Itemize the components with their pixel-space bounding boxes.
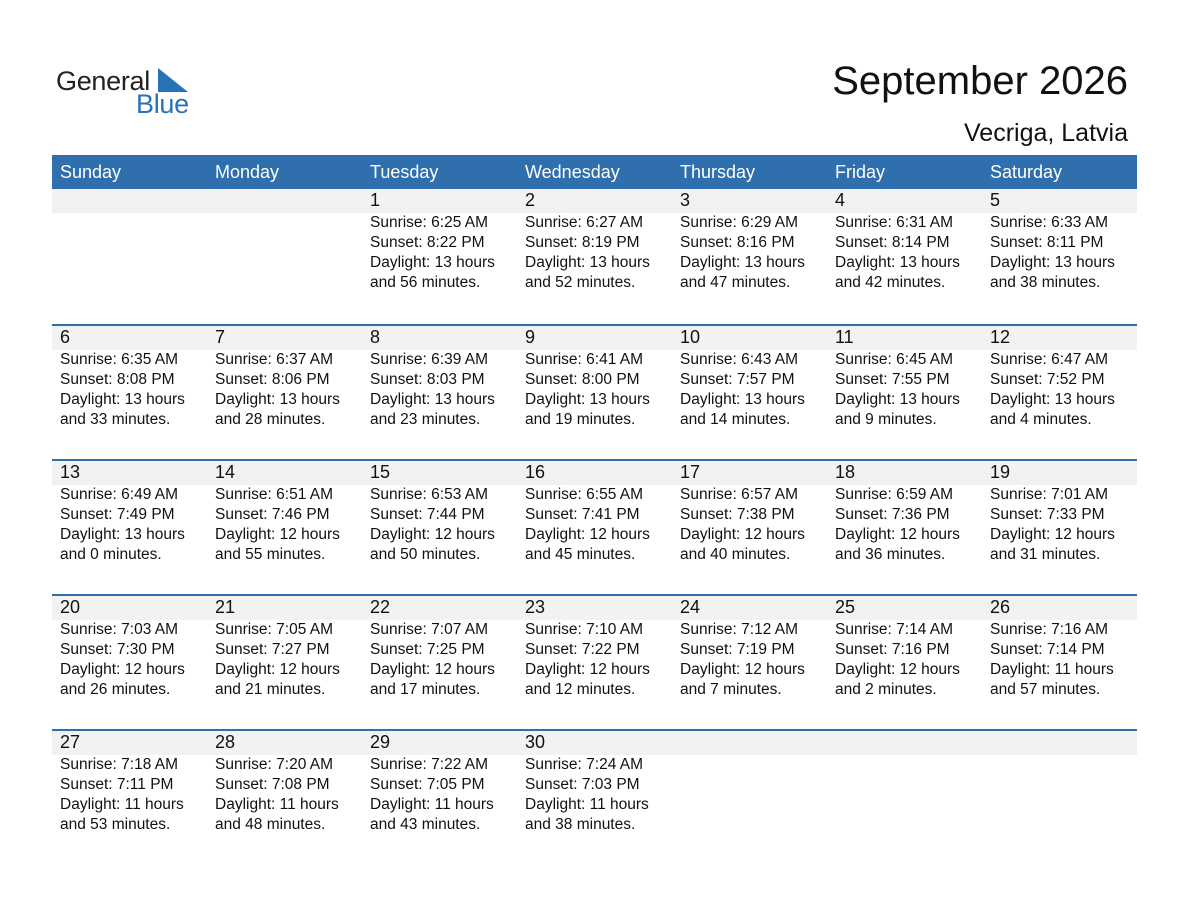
day-minutes-text: and 33 minutes. xyxy=(60,411,171,428)
day-cell-25 xyxy=(827,596,982,700)
calendar-grid xyxy=(52,155,1137,864)
day-daylight-text: Daylight: 13 hours xyxy=(835,254,960,271)
day-sunset-text: Sunset: 8:19 PM xyxy=(525,234,640,251)
day-daylight-text: Daylight: 13 hours xyxy=(680,391,805,408)
day-sunset-text: Sunset: 7:14 PM xyxy=(990,641,1105,658)
day-cell-8 xyxy=(362,326,517,430)
day-minutes-text: and 47 minutes. xyxy=(680,274,791,291)
day-sunset-text: Sunset: 7:44 PM xyxy=(370,506,485,523)
empty-day-cell xyxy=(672,731,827,835)
day-minutes-text: and 55 minutes. xyxy=(215,546,326,563)
weekday-header-sunday: Sunday xyxy=(60,162,122,182)
day-daylight-text: Daylight: 13 hours xyxy=(525,391,650,408)
week-row xyxy=(52,324,1137,459)
day-minutes-text: and 23 minutes. xyxy=(370,411,481,428)
day-cell-7 xyxy=(207,326,362,430)
day-minutes-text: and 12 minutes. xyxy=(525,681,636,698)
day-daylight-text: Daylight: 13 hours xyxy=(60,526,185,543)
day-number: 1 xyxy=(370,190,381,210)
weekday-header-friday: Friday xyxy=(835,162,886,182)
day-cell-17 xyxy=(672,461,827,565)
day-sunset-text: Sunset: 7:05 PM xyxy=(370,776,485,793)
day-sunset-text: Sunset: 7:08 PM xyxy=(215,776,330,793)
day-sunrise-text: Sunrise: 6:51 AM xyxy=(215,486,334,503)
page-title: September 2026 xyxy=(832,59,1128,103)
day-cell-28 xyxy=(207,731,362,835)
day-sunrise-text: Sunrise: 6:55 AM xyxy=(525,486,644,503)
day-cell-2 xyxy=(517,189,672,293)
day-sunrise-text: Sunrise: 6:27 AM xyxy=(525,214,644,231)
day-minutes-text: and 21 minutes. xyxy=(215,681,326,698)
day-cell-16 xyxy=(517,461,672,565)
day-sunrise-text: Sunrise: 7:10 AM xyxy=(525,621,644,638)
week-row xyxy=(52,729,1137,864)
day-cell-27 xyxy=(52,731,207,835)
day-minutes-text: and 9 minutes. xyxy=(835,411,937,428)
day-number: 22 xyxy=(370,597,391,617)
day-sunset-text: Sunset: 8:06 PM xyxy=(215,371,330,388)
empty-day-cell xyxy=(52,189,207,293)
day-number: 15 xyxy=(370,462,391,482)
day-minutes-text: and 38 minutes. xyxy=(990,274,1101,291)
day-number: 27 xyxy=(60,732,81,752)
empty-day-cell xyxy=(982,731,1137,835)
day-minutes-text: and 0 minutes. xyxy=(60,546,162,563)
weekday-header-tuesday: Tuesday xyxy=(370,162,439,182)
day-minutes-text: and 56 minutes. xyxy=(370,274,481,291)
day-sunrise-text: Sunrise: 6:33 AM xyxy=(990,214,1109,231)
day-sunrise-text: Sunrise: 6:43 AM xyxy=(680,351,799,368)
day-cell-1 xyxy=(362,189,517,293)
day-daylight-text: Daylight: 13 hours xyxy=(525,254,650,271)
day-minutes-text: and 28 minutes. xyxy=(215,411,326,428)
day-number: 9 xyxy=(525,327,536,347)
day-minutes-text: and 2 minutes. xyxy=(835,681,937,698)
location-label: Vecriga, Latvia xyxy=(964,119,1128,147)
day-cell-20 xyxy=(52,596,207,700)
day-number: 6 xyxy=(60,327,71,347)
day-minutes-text: and 36 minutes. xyxy=(835,546,946,563)
day-cell-14 xyxy=(207,461,362,565)
day-minutes-text: and 53 minutes. xyxy=(60,816,171,833)
calendar-weeks xyxy=(52,189,1137,864)
day-daylight-text: Daylight: 11 hours xyxy=(215,796,339,813)
weekday-header-row xyxy=(52,155,1137,189)
day-sunrise-text: Sunrise: 6:39 AM xyxy=(370,351,489,368)
day-sunset-text: Sunset: 7:46 PM xyxy=(215,506,330,523)
day-daylight-text: Daylight: 11 hours xyxy=(60,796,184,813)
day-sunset-text: Sunset: 7:03 PM xyxy=(525,776,640,793)
day-daylight-text: Daylight: 12 hours xyxy=(680,661,805,678)
weekday-header-wednesday: Wednesday xyxy=(525,162,620,182)
day-sunrise-text: Sunrise: 6:59 AM xyxy=(835,486,954,503)
day-sunset-text: Sunset: 8:14 PM xyxy=(835,234,950,251)
day-sunrise-text: Sunrise: 6:35 AM xyxy=(60,351,179,368)
weekday-header-thursday: Thursday xyxy=(680,162,756,182)
day-sunset-text: Sunset: 7:41 PM xyxy=(525,506,640,523)
day-minutes-text: and 17 minutes. xyxy=(370,681,481,698)
day-sunset-text: Sunset: 7:36 PM xyxy=(835,506,950,523)
day-number: 19 xyxy=(990,462,1011,482)
day-number: 5 xyxy=(990,190,1001,210)
day-sunrise-text: Sunrise: 6:29 AM xyxy=(680,214,799,231)
day-sunset-text: Sunset: 7:16 PM xyxy=(835,641,950,658)
logo xyxy=(56,66,196,118)
day-number: 3 xyxy=(680,190,691,210)
day-number: 10 xyxy=(680,327,701,347)
day-daylight-text: Daylight: 12 hours xyxy=(215,661,340,678)
day-number: 17 xyxy=(680,462,701,482)
day-daylight-text: Daylight: 11 hours xyxy=(370,796,494,813)
day-daylight-text: Daylight: 13 hours xyxy=(370,391,495,408)
day-sunrise-text: Sunrise: 7:20 AM xyxy=(215,756,334,773)
day-cell-18 xyxy=(827,461,982,565)
day-sunrise-text: Sunrise: 6:41 AM xyxy=(525,351,644,368)
day-daylight-text: Daylight: 13 hours xyxy=(990,254,1115,271)
day-cell-15 xyxy=(362,461,517,565)
day-cell-10 xyxy=(672,326,827,430)
day-cell-30 xyxy=(517,731,672,835)
day-daylight-text: Daylight: 12 hours xyxy=(835,526,960,543)
day-minutes-text: and 7 minutes. xyxy=(680,681,782,698)
day-minutes-text: and 4 minutes. xyxy=(990,411,1092,428)
day-number: 11 xyxy=(835,327,854,347)
day-number: 14 xyxy=(215,462,236,482)
day-sunrise-text: Sunrise: 6:53 AM xyxy=(370,486,489,503)
day-sunset-text: Sunset: 8:22 PM xyxy=(370,234,485,251)
day-minutes-text: and 19 minutes. xyxy=(525,411,636,428)
day-daylight-text: Daylight: 12 hours xyxy=(525,526,650,543)
day-number: 8 xyxy=(370,327,381,347)
logo-word-general: General xyxy=(56,66,150,96)
day-minutes-text: and 14 minutes. xyxy=(680,411,791,428)
day-sunset-text: Sunset: 7:30 PM xyxy=(60,641,175,658)
day-minutes-text: and 52 minutes. xyxy=(525,274,636,291)
day-sunrise-text: Sunrise: 7:03 AM xyxy=(60,621,179,638)
day-daylight-text: Daylight: 12 hours xyxy=(370,526,495,543)
day-daylight-text: Daylight: 13 hours xyxy=(990,391,1115,408)
day-daylight-text: Daylight: 13 hours xyxy=(370,254,495,271)
day-minutes-text: and 45 minutes. xyxy=(525,546,636,563)
day-sunrise-text: Sunrise: 7:12 AM xyxy=(680,621,799,638)
day-number: 12 xyxy=(990,327,1011,347)
day-daylight-text: Daylight: 12 hours xyxy=(680,526,805,543)
day-sunset-text: Sunset: 8:11 PM xyxy=(990,234,1104,251)
day-cell-6 xyxy=(52,326,207,430)
day-daylight-text: Daylight: 13 hours xyxy=(215,391,340,408)
logo-word-blue: Blue xyxy=(136,89,189,119)
day-sunset-text: Sunset: 7:25 PM xyxy=(370,641,485,658)
day-cell-12 xyxy=(982,326,1137,430)
day-cell-26 xyxy=(982,596,1137,700)
day-cell-24 xyxy=(672,596,827,700)
day-sunset-text: Sunset: 8:16 PM xyxy=(680,234,795,251)
day-sunset-text: Sunset: 8:00 PM xyxy=(525,371,640,388)
day-daylight-text: Daylight: 11 hours xyxy=(990,661,1114,678)
week-row xyxy=(52,459,1137,594)
day-minutes-text: and 31 minutes. xyxy=(990,546,1101,563)
day-number: 28 xyxy=(215,732,236,752)
day-cell-3 xyxy=(672,189,827,293)
day-daylight-text: Daylight: 12 hours xyxy=(370,661,495,678)
day-daylight-text: Daylight: 13 hours xyxy=(60,391,185,408)
day-sunrise-text: Sunrise: 7:18 AM xyxy=(60,756,179,773)
day-cell-22 xyxy=(362,596,517,700)
day-minutes-text: and 50 minutes. xyxy=(370,546,481,563)
day-sunset-text: Sunset: 7:52 PM xyxy=(990,371,1105,388)
day-sunrise-text: Sunrise: 7:05 AM xyxy=(215,621,334,638)
day-daylight-text: Daylight: 11 hours xyxy=(525,796,649,813)
day-number: 2 xyxy=(525,190,536,210)
day-sunrise-text: Sunrise: 6:25 AM xyxy=(370,214,489,231)
day-sunrise-text: Sunrise: 6:37 AM xyxy=(215,351,334,368)
day-daylight-text: Daylight: 12 hours xyxy=(835,661,960,678)
day-number: 13 xyxy=(60,462,81,482)
day-sunrise-text: Sunrise: 7:07 AM xyxy=(370,621,489,638)
day-sunset-text: Sunset: 8:08 PM xyxy=(60,371,175,388)
day-minutes-text: and 26 minutes. xyxy=(60,681,171,698)
day-sunrise-text: Sunrise: 6:31 AM xyxy=(835,214,954,231)
day-number: 4 xyxy=(835,190,846,210)
week-row xyxy=(52,594,1137,729)
day-cell-4 xyxy=(827,189,982,293)
day-cell-13 xyxy=(52,461,207,565)
day-sunrise-text: Sunrise: 6:49 AM xyxy=(60,486,179,503)
day-cell-9 xyxy=(517,326,672,430)
day-number: 18 xyxy=(835,462,856,482)
day-number: 20 xyxy=(60,597,81,617)
day-sunset-text: Sunset: 8:03 PM xyxy=(370,371,485,388)
day-sunset-text: Sunset: 7:55 PM xyxy=(835,371,950,388)
day-daylight-text: Daylight: 12 hours xyxy=(990,526,1115,543)
day-sunrise-text: Sunrise: 7:01 AM xyxy=(990,486,1109,503)
day-sunrise-text: Sunrise: 7:16 AM xyxy=(990,621,1109,638)
day-number: 30 xyxy=(525,732,546,752)
day-sunrise-text: Sunrise: 6:45 AM xyxy=(835,351,954,368)
day-sunset-text: Sunset: 7:49 PM xyxy=(60,506,175,523)
week-row xyxy=(52,189,1137,324)
day-cell-5 xyxy=(982,189,1137,293)
day-minutes-text: and 43 minutes. xyxy=(370,816,481,833)
day-cell-21 xyxy=(207,596,362,700)
day-sunset-text: Sunset: 7:27 PM xyxy=(215,641,330,658)
day-sunset-text: Sunset: 7:11 PM xyxy=(60,776,174,793)
day-number: 24 xyxy=(680,597,701,617)
day-number: 23 xyxy=(525,597,546,617)
day-sunset-text: Sunset: 7:19 PM xyxy=(680,641,795,658)
day-daylight-text: Daylight: 13 hours xyxy=(835,391,960,408)
day-sunrise-text: Sunrise: 7:14 AM xyxy=(835,621,954,638)
empty-day-cell xyxy=(207,189,362,293)
day-sunset-text: Sunset: 7:38 PM xyxy=(680,506,795,523)
empty-day-cell xyxy=(827,731,982,835)
day-minutes-text: and 42 minutes. xyxy=(835,274,946,291)
day-sunrise-text: Sunrise: 6:57 AM xyxy=(680,486,799,503)
day-sunrise-text: Sunrise: 6:47 AM xyxy=(990,351,1109,368)
day-number: 21 xyxy=(215,597,236,617)
day-sunrise-text: Sunrise: 7:22 AM xyxy=(370,756,489,773)
day-cell-11 xyxy=(827,326,982,430)
day-sunset-text: Sunset: 7:33 PM xyxy=(990,506,1105,523)
day-number: 7 xyxy=(215,327,226,347)
day-cell-23 xyxy=(517,596,672,700)
day-minutes-text: and 40 minutes. xyxy=(680,546,791,563)
day-daylight-text: Daylight: 12 hours xyxy=(60,661,185,678)
day-minutes-text: and 57 minutes. xyxy=(990,681,1101,698)
day-cell-19 xyxy=(982,461,1137,565)
day-number: 29 xyxy=(370,732,391,752)
day-daylight-text: Daylight: 13 hours xyxy=(680,254,805,271)
weekday-header-saturday: Saturday xyxy=(990,162,1063,182)
day-number: 16 xyxy=(525,462,546,482)
day-daylight-text: Daylight: 12 hours xyxy=(525,661,650,678)
day-minutes-text: and 48 minutes. xyxy=(215,816,326,833)
day-minutes-text: and 38 minutes. xyxy=(525,816,636,833)
day-daylight-text: Daylight: 12 hours xyxy=(215,526,340,543)
weekday-header-monday: Monday xyxy=(215,162,280,182)
day-sunrise-text: Sunrise: 7:24 AM xyxy=(525,756,644,773)
day-sunset-text: Sunset: 7:57 PM xyxy=(680,371,795,388)
day-number: 26 xyxy=(990,597,1011,617)
day-sunset-text: Sunset: 7:22 PM xyxy=(525,641,640,658)
day-cell-29 xyxy=(362,731,517,835)
day-number: 25 xyxy=(835,597,856,617)
